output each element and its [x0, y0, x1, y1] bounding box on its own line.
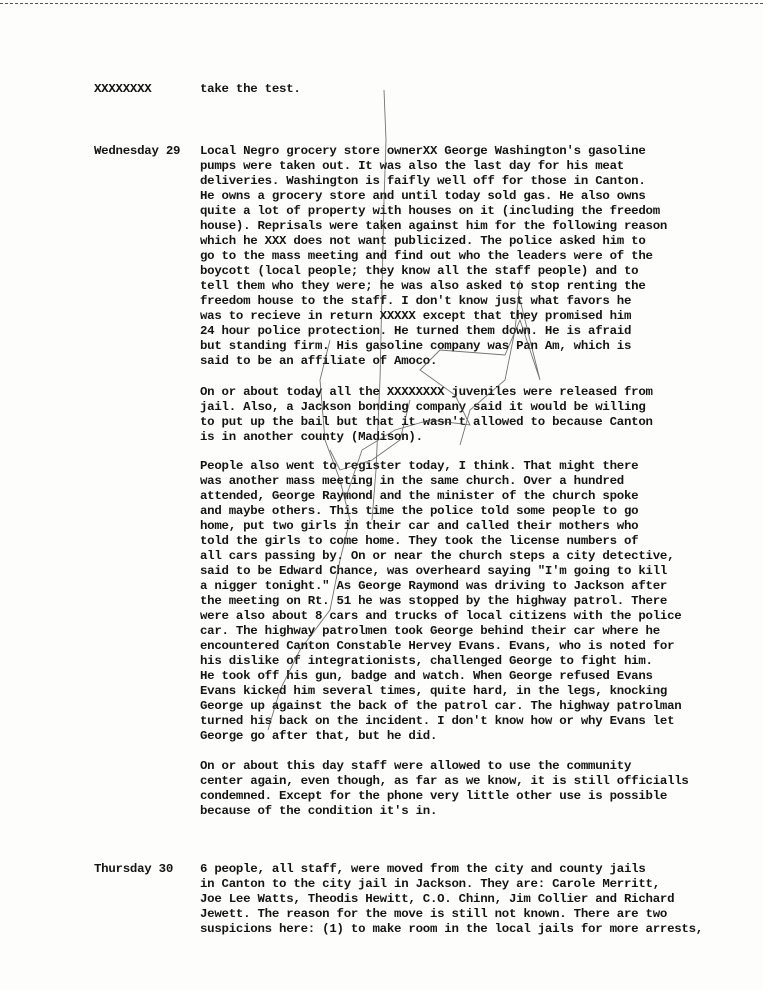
text-line: told the girls to come home. They took the license numbers of [200, 534, 639, 548]
text-line: encountered Canton Constable Hervey Evans. Evans, who is noted for [200, 639, 675, 653]
text-line: boycott (local people; they know all the staff people) and to [200, 264, 639, 278]
text-line: Evans kicked him several times, quite hard, in the legs, knocking [200, 684, 668, 698]
text-line: which he XXX does not want publicized. The police asked him to [200, 234, 646, 248]
text-line: Joe Lee Watts, Theodis Hewitt, C.O. Chinn, Jim Collier and Richard [200, 892, 675, 906]
text-line: said to be an affiliate of Amoco. [200, 354, 438, 368]
text-line: Local Negro grocery store ownerXX George Washington's gasoline [200, 144, 646, 158]
text-line: said to be Edward Chance, was overheard saying "I'm going to kill [200, 564, 668, 578]
text-line: was to recieve in return XXXXX except that they promised him [200, 309, 632, 323]
text-line: jail. Also, a Jackson bonding company said it would be willing [200, 400, 646, 414]
text-line: 24 hour police protection. He turned them down. He is afraid [200, 324, 632, 338]
text-line: but standing firm. His gasoline company was Pan Am, which is [200, 339, 632, 353]
text-line: George up against the back of the patrol car. The highway patrolman [200, 699, 682, 713]
text-line: is in another county (Madison). [200, 430, 423, 444]
text-line: his dislike of integrationists, challenged George to fight him. [200, 654, 653, 668]
text-line: the meeting on Rt. 51 he was stopped by the highway patrol. There [200, 594, 668, 608]
text-line: center again, even though, as far as we know, it is still officialls [200, 774, 689, 788]
text-line: to put up the bail but that it wasn't allowed to because Canton [200, 415, 653, 429]
date-wednesday: Wednesday 29 [94, 144, 181, 158]
text-line: pumps were taken out. It was also the last day for his meat [200, 159, 624, 173]
text-line: home, put two girls in their car and called their mothers who [200, 519, 639, 533]
text-line: He took off his gun, badge and watch. When George refused Evans [200, 669, 653, 683]
text-line: On or about today all the XXXXXXXX juveniles were released from [200, 385, 653, 399]
text-line: was another mass meeting in the same church. Over a hundred [200, 474, 624, 488]
text-line: tell them who they were; he was also asked to stop renting the [200, 279, 646, 293]
struck-margin-label: XXXXXXXX [94, 82, 152, 96]
page-top-edge [0, 0, 763, 4]
text-line: and maybe others. This time the police told some people to go [200, 504, 639, 518]
text-line: go to the mass meeting and find out who the leaders were of the [200, 249, 653, 263]
text-line: suspicions here: (1) to make room in the local jails for more arrests, [200, 922, 703, 936]
text-line: turned his back on the incident. I don't know how or why Evans let [200, 714, 675, 728]
text-line: car. The highway patrolmen took George behind their car where he [200, 624, 660, 638]
text-line: attended, George Raymond and the minister of the church spoke [200, 489, 639, 503]
top-line: take the test. [200, 82, 301, 96]
text-line: George go after that, but he did. [200, 729, 438, 743]
text-line: all cars passing by. On or near the church steps a city detective, [200, 549, 675, 563]
text-line: house). Reprisals were taken against him for the following reason [200, 219, 668, 233]
text-line: were also about 8 cars and trucks of local citizens with the police [200, 609, 682, 623]
text-line: in Canton to the city jail in Jackson. They are: Carole Merritt, [200, 877, 660, 891]
text-line: People also went to register today, I think. That might there [200, 459, 639, 473]
text-line: He owns a grocery store and until today sold gas. He also owns [200, 189, 646, 203]
text-line: deliveries. Washington is faifly well off for those in Canton. [200, 174, 646, 188]
text-line: freedom house to the staff. I don't know just what favors he [200, 294, 632, 308]
text-line: a nigger tonight." As George Raymond was driving to Jackson after [200, 579, 668, 593]
text-line: condemned. Except for the phone very little other use is possible [200, 789, 668, 803]
text-line: Jewett. The reason for the move is still not known. There are two [200, 907, 668, 921]
text-line: quite a lot of property with houses on it (including the freedom [200, 204, 660, 218]
text-line: On or about this day staff were allowed to use the community [200, 759, 632, 773]
date-thursday: Thursday 30 [94, 862, 174, 876]
text-line: because of the condition it's in. [200, 804, 438, 818]
text-line: 6 people, all staff, were moved from the city and county jails [200, 862, 646, 876]
